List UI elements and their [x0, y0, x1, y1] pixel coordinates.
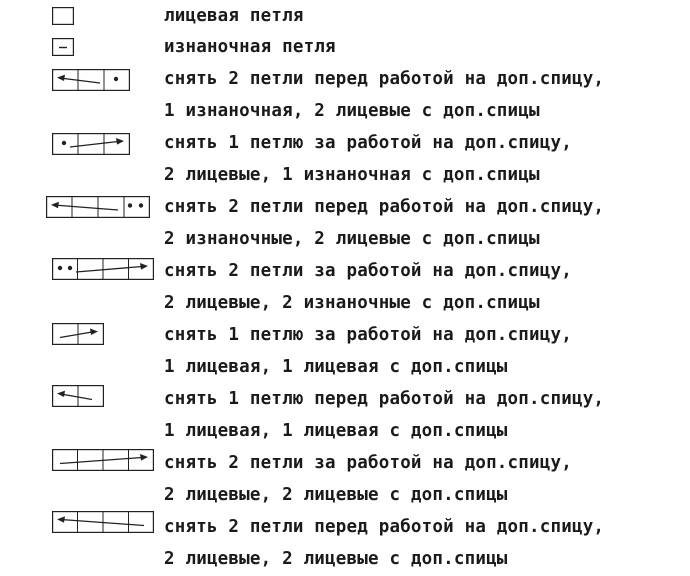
cross-1-back-1k-1k-icon [52, 323, 104, 345]
cable-2-front-2k-2k-icon [52, 511, 154, 533]
legend-text-line: снять 2 петли перед работой на доп.спицу, [164, 69, 605, 89]
cable-2-back-2k-2k-icon [52, 449, 154, 471]
cable-2-front-1p-2k-icon [52, 69, 130, 91]
legend-text-line: 2 изнаночные, 2 лицевые с доп.спицы [164, 229, 540, 249]
legend-text-line: снять 1 петлю за работой на доп.спицу, [164, 133, 572, 153]
legend-text-line: снять 2 петли за работой на доп.спицу, [164, 453, 572, 473]
cable-2-back-2k-2p-icon [52, 258, 154, 280]
legend-text-line: 2 лицевые, 2 лицевые с доп.спицы [164, 549, 508, 569]
legend-text-line: 1 лицевая, 1 лицевая с доп.спицы [164, 357, 508, 377]
legend-text-line: изнаночная петля [164, 37, 336, 57]
legend-text-line: лицевая петля [164, 6, 304, 26]
legend-text-line: снять 2 петли за работой на доп.спицу, [164, 261, 572, 281]
legend-text-line: 1 изнаночная, 2 лицевые с доп.спицы [164, 101, 540, 121]
cable-2-front-2p-2k-icon [52, 196, 150, 218]
legend-text-line: 2 лицевые, 1 изнаночная с доп.спицы [164, 165, 540, 185]
legend-text-line: снять 1 петлю перед работой на доп.спицу, [164, 389, 605, 409]
legend-text-line: 2 лицевые, 2 лицевые с доп.спицы [164, 485, 508, 505]
cable-1-back-2k-1p-icon [52, 133, 130, 155]
legend-text-line: снять 2 петли перед работой на доп.спицу, [164, 517, 605, 537]
legend-text-line: снять 1 петлю за работой на доп.спицу, [164, 325, 572, 345]
knit-stitch-icon [52, 7, 74, 25]
cross-1-front-1k-1k-icon [52, 385, 104, 407]
legend-text-line: снять 2 петли перед работой на доп.спицу, [164, 197, 605, 217]
legend-text-line: 2 лицевые, 2 изнаночные с доп.спицы [164, 293, 540, 313]
legend-text-line: 1 лицевая, 1 лицевая с доп.спицы [164, 421, 508, 441]
purl-stitch-icon [52, 38, 74, 56]
